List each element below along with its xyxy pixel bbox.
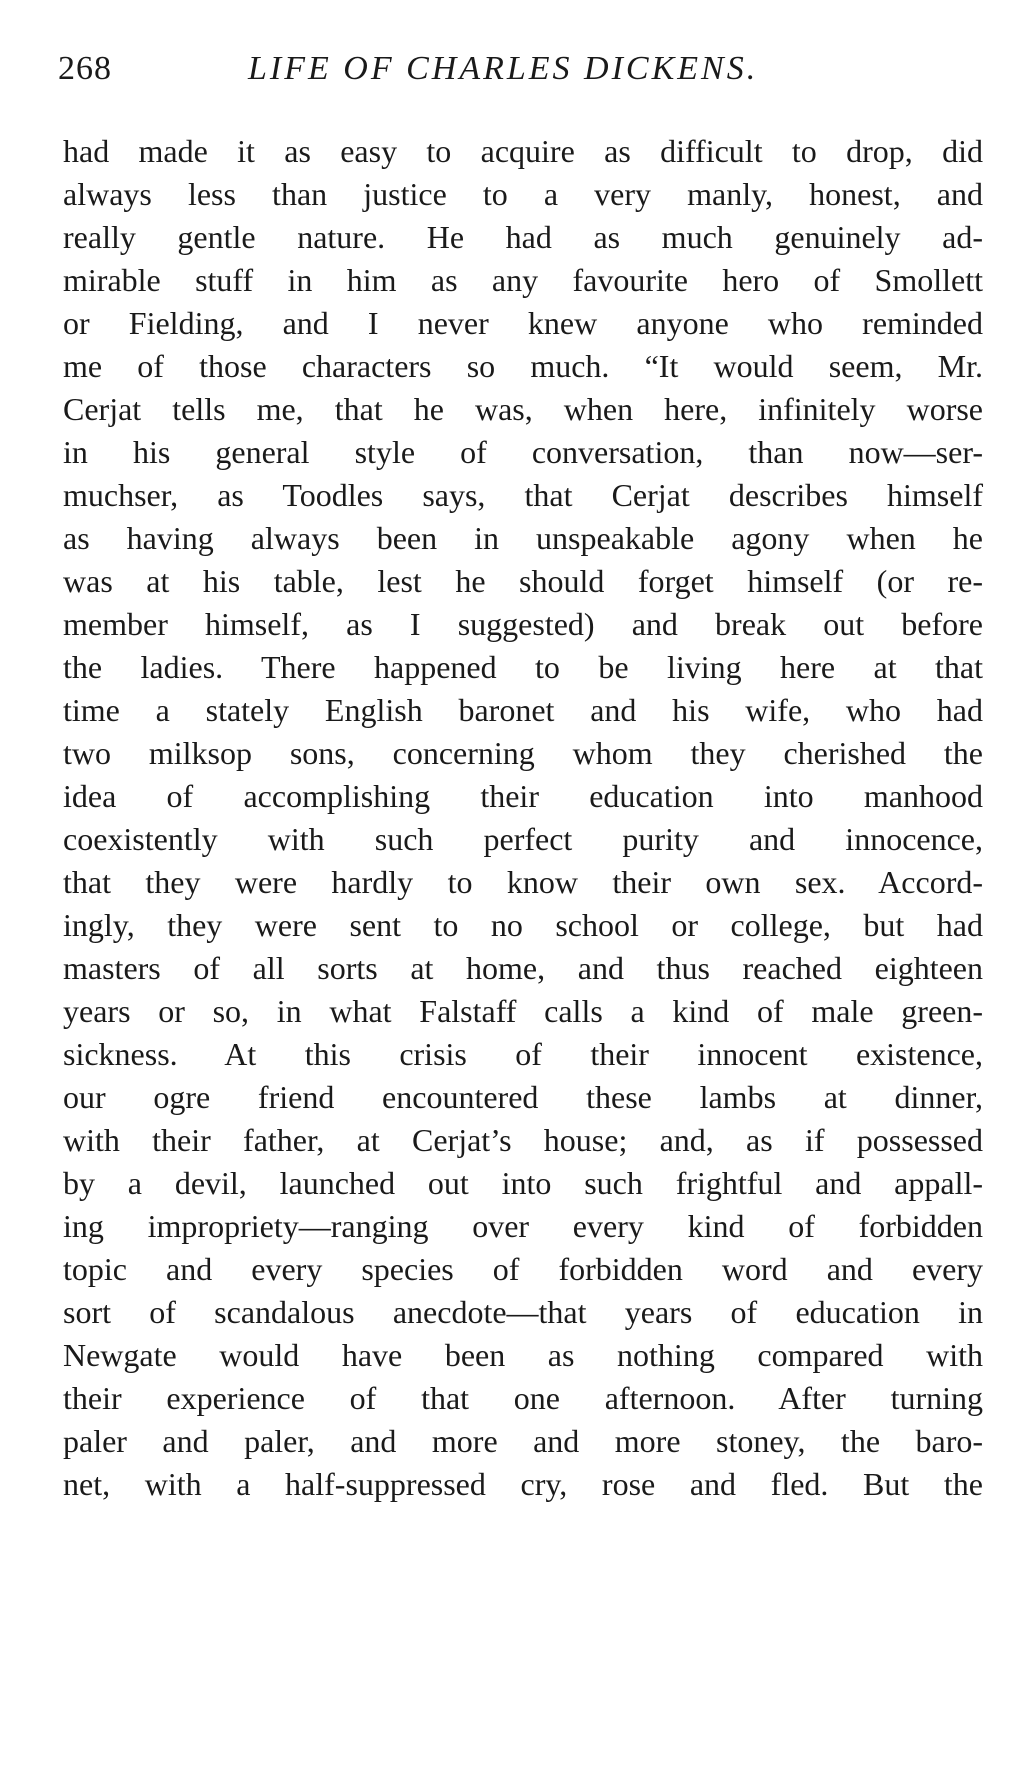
text-line: Newgate would have been as nothing compared with [63, 1337, 983, 1373]
text-line: sickness. At this crisis of their innocent existence, [63, 1036, 983, 1072]
text-line: member himself, as I suggested) and break out before [63, 606, 983, 642]
text-line: coexistently with such perfect purity and innocence, [63, 821, 983, 857]
text-line: me of those characters so much. “It would seem, Mr. [63, 348, 983, 384]
text-line: always less than justice to a very manly, honest, and [63, 176, 983, 212]
text-line: with their father, at Cerjat’s house; and, as if possessed [63, 1122, 983, 1158]
page-number: 268 [58, 50, 112, 87]
text-line: years or so, in what Falstaff calls a kind of male green- [63, 993, 983, 1029]
text-line: our ogre friend encountered these lambs at dinner, [63, 1079, 983, 1115]
text-line: paler and paler, and more and more stoney, the baro- [63, 1423, 983, 1459]
text-line: or Fielding, and I never knew anyone who reminded [63, 305, 983, 341]
text-line: ingly, they were sent to no school or college, but had [63, 907, 983, 943]
text-line: two milksop sons, concerning whom they cherished the [63, 735, 983, 771]
text-line: net, with a half-suppressed cry, rose and fled. But the [63, 1466, 983, 1502]
body-text [63, 130, 983, 1506]
text-line: by a devil, launched out into such frightful and appall- [63, 1165, 983, 1201]
text-line: topic and every species of forbidden word and every [63, 1251, 983, 1287]
text-line: masters of all sorts at home, and thus reached eighteen [63, 950, 983, 986]
page-header [58, 50, 978, 100]
text-line: sort of scandalous anecdote—that years of education in [63, 1294, 983, 1330]
text-line: had made it as easy to acquire as difficult to drop, did [63, 133, 983, 169]
text-line: was at his table, lest he should forget himself (or re- [63, 563, 983, 599]
text-line: really gentle nature. He had as much genuinely ad- [63, 219, 983, 255]
text-line: as having always been in unspeakable agony when he [63, 520, 983, 556]
text-line: the ladies. There happened to be living here at that [63, 649, 983, 685]
text-line: mirable stuff in him as any favourite hero of Smollett [63, 262, 983, 298]
text-line: time a stately English baronet and his wife, who had [63, 692, 983, 728]
running-title: LIFE OF CHARLES DICKENS. [248, 50, 759, 87]
text-line: that they were hardly to know their own sex. Accord- [63, 864, 983, 900]
text-line: Cerjat tells me, that he was, when here, infinitely worse [63, 391, 983, 427]
text-line: muchser, as Toodles says, that Cerjat describes himself [63, 477, 983, 513]
text-line: idea of accomplishing their education into manhood [63, 778, 983, 814]
text-line: their experience of that one afternoon. After turning [63, 1380, 983, 1416]
text-line: in his general style of conversation, than now—ser- [63, 434, 983, 470]
text-line: ing impropriety—ranging over every kind of forbidden [63, 1208, 983, 1244]
